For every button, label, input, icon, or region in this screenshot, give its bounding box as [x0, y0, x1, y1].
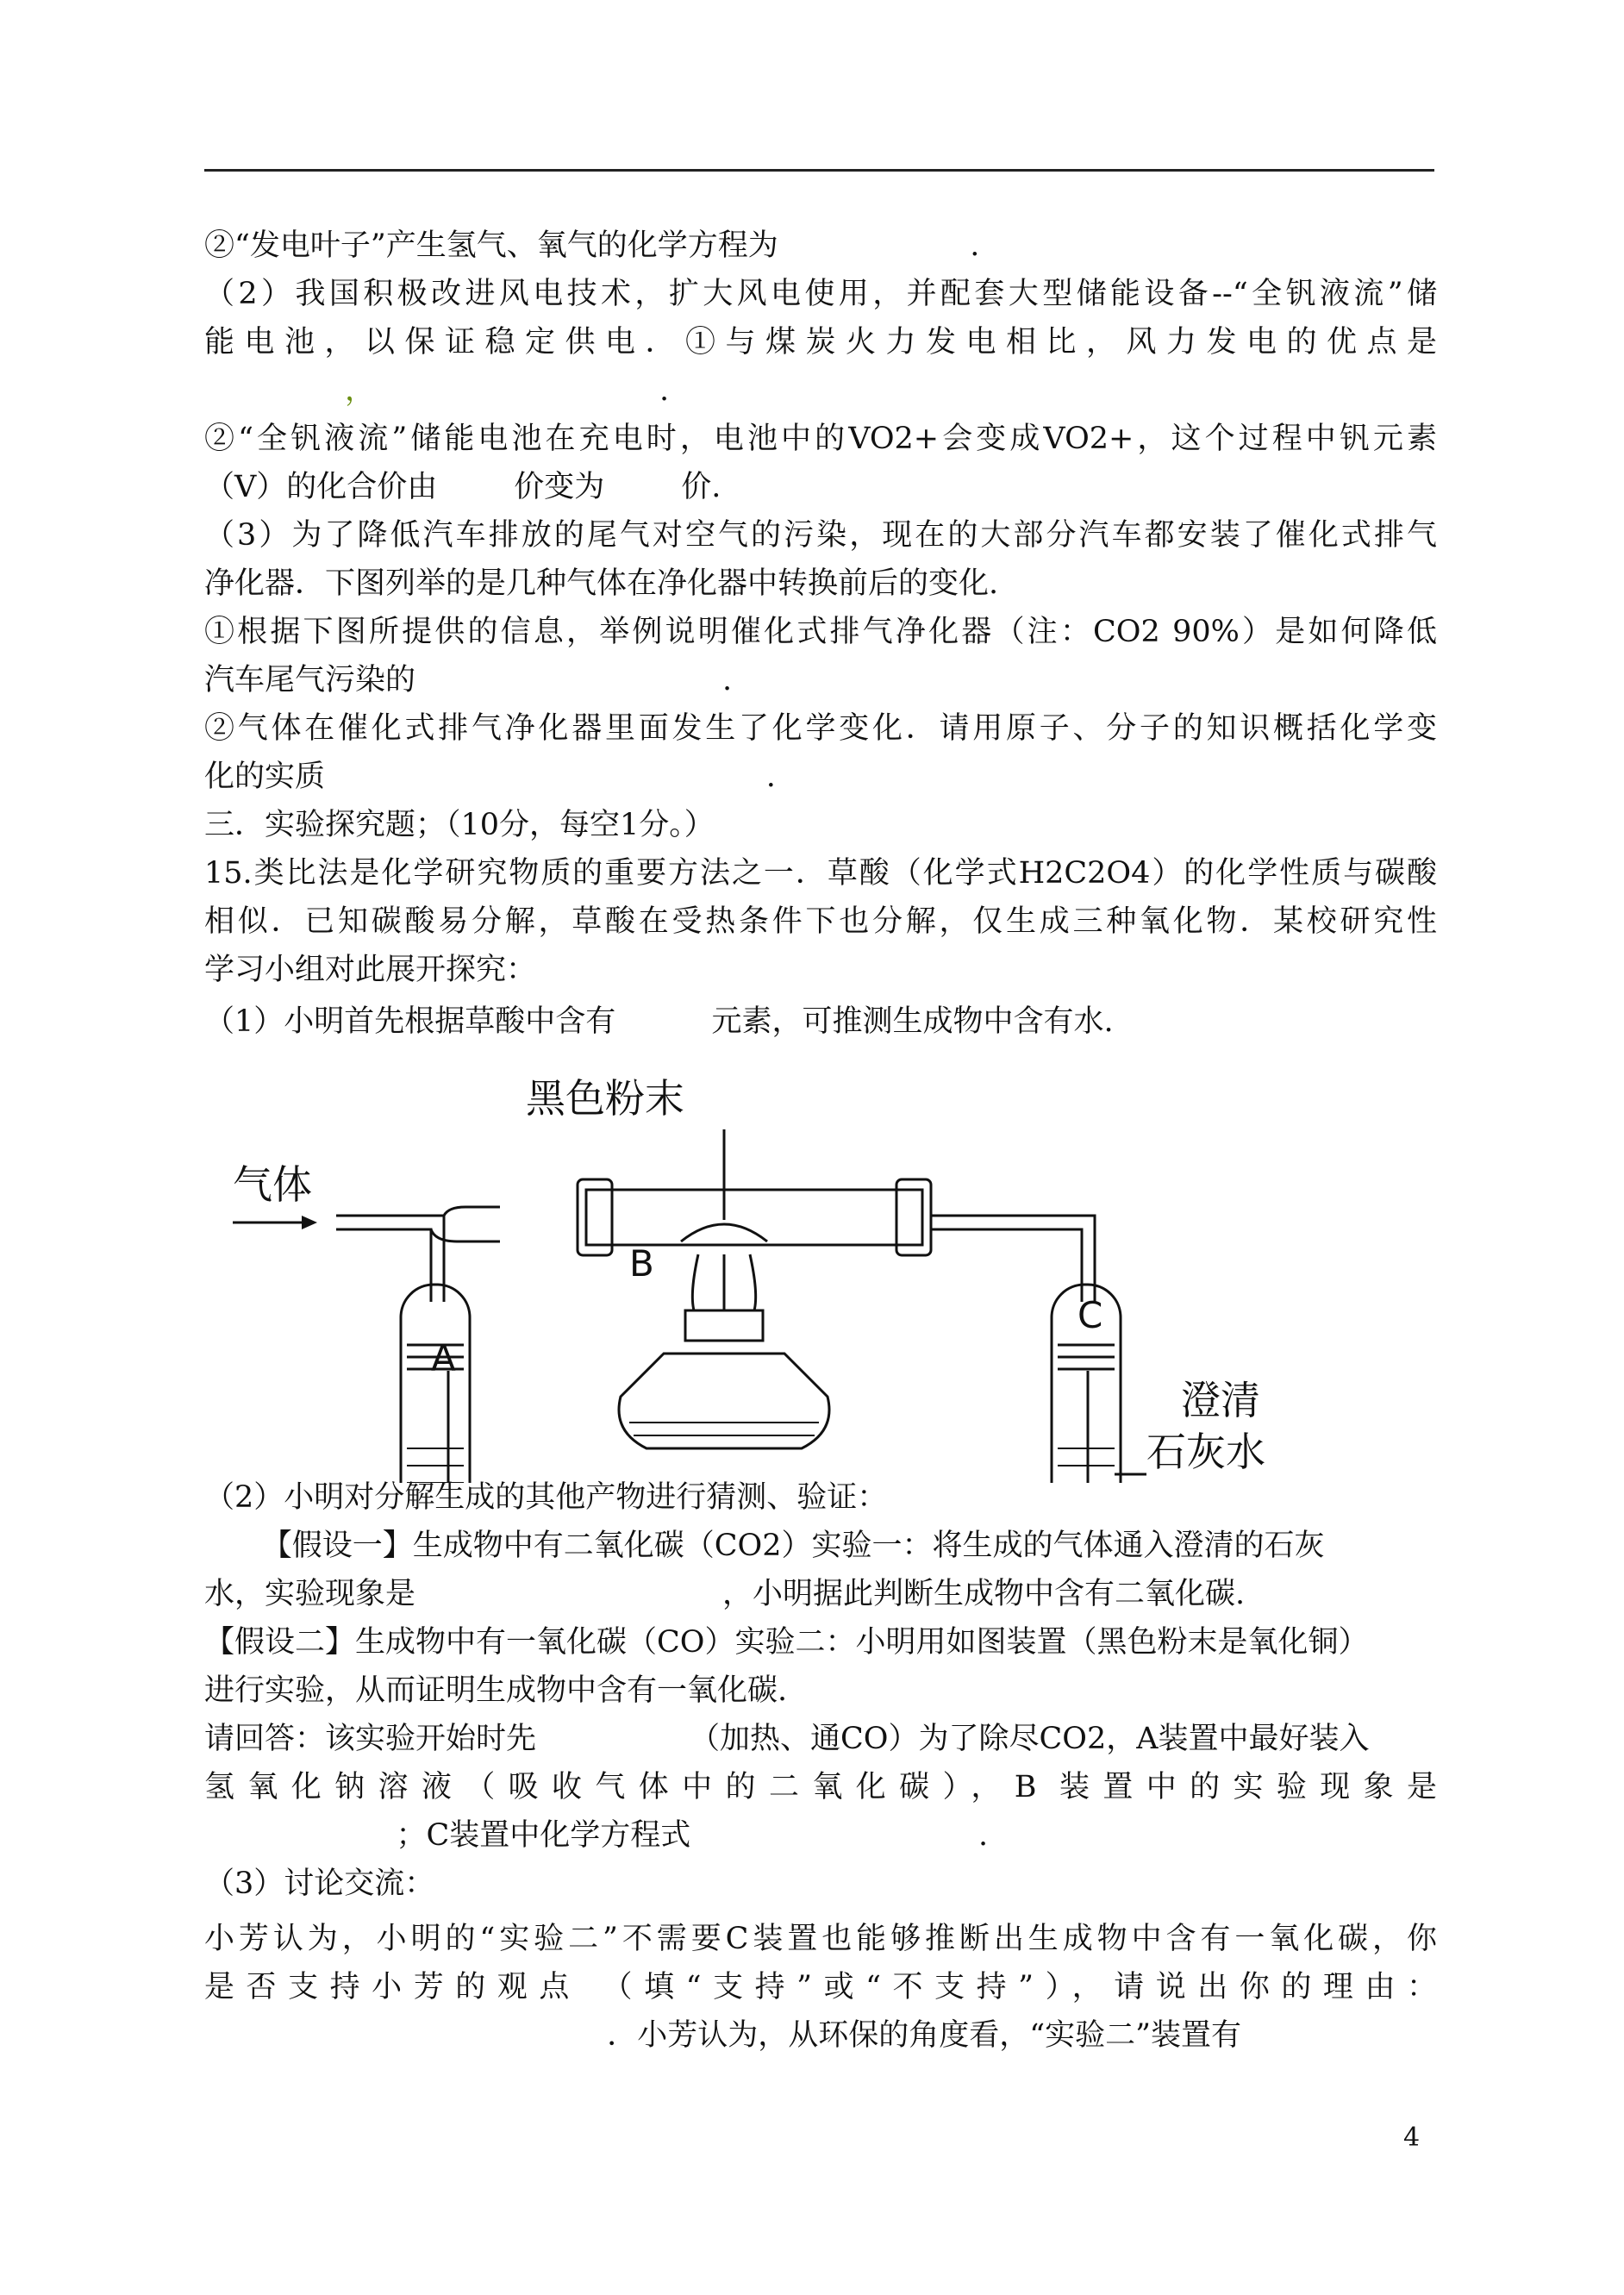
page-number: 4 [1403, 2123, 1421, 2153]
text-line: 能电池，以保证稳定供电．①与煤炭火力发电相比，风力发电的优点是 [204, 325, 1437, 360]
text-line: （V）的化合价由 价变为 价. [204, 470, 721, 504]
text-line: （3）讨论交流： [204, 1867, 435, 1901]
label-b: B [629, 1242, 654, 1285]
text-line: （2）我国积极改进风电技术，扩大风电使用，并配套大型储能设备--“全钒液流”储 [204, 277, 1437, 311]
label-limewater-2: 石灰水 [1146, 1429, 1265, 1475]
text-line: ．小芳认为，从环保的角度看，“实验二”装置有 [204, 2018, 1242, 2053]
text-line: ②气体在催化式排气净化器里面发生了化学变化．请用原子、分子的知识概括化学变 [204, 711, 1437, 746]
lamp-liquid [629, 1423, 819, 1435]
text-line: 水，实验现象是 ，小明据此判断生成物中含有二氧化碳. [204, 1577, 1246, 1611]
inlet-tube [336, 1216, 444, 1302]
text-line: 【假设一】生成物中有二氧化碳（CO2）实验一：将生成的气体通入澄清的石灰 [204, 1529, 1325, 1563]
text-line: 【假设二】生成物中有一氧化碳（CO）实验二：小明用如图装置（黑色粉末是氧化铜） [204, 1625, 1369, 1660]
text-line: 请回答：该实验开始时先 （加热、通CO）为了除尽CO2，A装置中最好装入 [204, 1722, 1370, 1756]
text-line: ；C装置中化学方程式 . [204, 1818, 989, 1853]
blank-mark: . [659, 373, 670, 408]
text-line: ②“发电叶子”产生氢气、氧气的化学方程为 . [204, 228, 980, 263]
stopper-c [1058, 1345, 1115, 1369]
label-gas: 气体 [233, 1161, 312, 1208]
reaction-tube [586, 1190, 922, 1245]
blank-line [345, 372, 669, 410]
lamp-wick [685, 1310, 763, 1341]
text-line: 净化器．下图列举的是几种气体在净化器中转换前后的变化. [204, 566, 999, 601]
alcohol-lamp [619, 1354, 829, 1448]
text-line: 学习小组对此展开探究： [204, 953, 537, 987]
text-line: 进行实验，从而证明生成物中含有一氧化碳. [204, 1673, 788, 1708]
liquid-c [1058, 1448, 1115, 1466]
blank-mark: ， [345, 373, 376, 408]
label-black-powder: 黑色粉末 [526, 1075, 684, 1122]
apparatus-diagram [215, 1069, 1405, 1483]
test-tube-a [401, 1285, 470, 1483]
text-line: （3）为了降低汽车排放的尾气对空气的污染，现在的大部分汽车都安装了催化式排气 [204, 518, 1437, 553]
text-line: 汽车尾气污染的 . [204, 663, 733, 697]
gas-arrow-head [302, 1216, 317, 1229]
text-line: （2）小明对分解生成的其他产物进行猜测、验证： [204, 1480, 888, 1515]
black-powder [681, 1224, 767, 1241]
text-line: （1）小明首先根据草酸中含有 元素，可推测生成物中含有水. [204, 1004, 1114, 1039]
header-rule [204, 169, 1434, 172]
text-line: 化的实质 . [204, 760, 776, 794]
text-line: 氢氧化钠溶液（吸收气体中的二氧化碳），B 装置中的实验现象是 [204, 1770, 1437, 1804]
text-line: 相似．已知碳酸易分解，草酸在受热条件下也分解，仅生成三种氧化物．某校研究性 [204, 904, 1437, 939]
text-line: ②“全钒液流”储能电池在充电时，电池中的VO2+会变成VO2+，这个过程中钒元素 [204, 422, 1437, 456]
section-heading: 三．实验探究题；（10分，每空1分。） [204, 808, 715, 842]
flame [692, 1254, 755, 1310]
text-line: 是否支持小芳的观点 （填“支持”或“不支持”），请说出你的理由： [204, 1970, 1437, 2004]
label-c: C [1077, 1294, 1103, 1336]
text-line: 小芳认为，小明的“实验二”不需要C装置也能够推断出生成物中含有一氧化碳，你 [204, 1922, 1437, 1956]
label-limewater-1: 澄清 [1181, 1377, 1260, 1423]
label-a: A [431, 1337, 456, 1379]
tube-a-outlet [431, 1207, 500, 1241]
text-line: 15.类比法是化学研究物质的重要方法之一．草酸（化学式H2C2O4）的化学性质与碳酸 [204, 856, 1437, 891]
liquid-a [407, 1448, 464, 1483]
text-line: ①根据下图所提供的信息，举例说明催化式排气净化器（注：CO2 90%）是如何降低 [204, 615, 1437, 649]
